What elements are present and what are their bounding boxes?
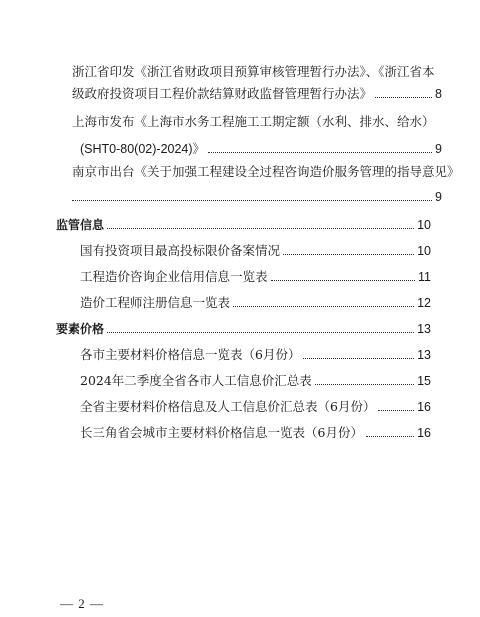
toc-entry-text: 工程造价咨询企业信用信息一览表 (80, 269, 268, 284)
dot-leader (303, 357, 414, 359)
toc-entry-zhejiang-line1[interactable]: 浙江省印发《浙江省财政项目预算审核管理暂行办法》、《浙江省本 (72, 64, 435, 79)
toc-entry-text: 造价工程师注册信息一览表 (80, 295, 231, 310)
dot-leader (375, 96, 432, 98)
toc-page-number: 13 (417, 348, 431, 362)
toc-section-prices[interactable] (56, 321, 431, 337)
toc-entry-text: 全省主要材料价格信息及人工信息价汇总表（6月份） (80, 399, 376, 414)
toc-page-number: 9 (435, 190, 442, 204)
toc-entry-text: 级政府投资项目工程价款结算财政监督管理暂行办法》 (72, 86, 373, 101)
toc-page-number: 9 (435, 142, 442, 156)
toc-entry-zhejiang-line2[interactable] (72, 86, 442, 102)
toc-section-supervision[interactable] (56, 217, 431, 233)
toc-entry-text: 2024年二季度全省各市人工信息价汇总表 (80, 373, 312, 388)
toc-item-yangtze-delta-prices[interactable] (80, 425, 431, 441)
section-title: 要素价格 (56, 322, 105, 336)
toc-page-number: 10 (417, 244, 431, 258)
dot-leader (271, 279, 416, 281)
toc-entry-text: 国有投资项目最高投标限价备案情况 (80, 243, 281, 258)
dot-leader (366, 435, 414, 437)
dot-leader (107, 331, 414, 333)
toc-page-number: 16 (417, 426, 431, 440)
toc-item-consulting-credit[interactable] (80, 269, 431, 285)
dot-leader (208, 151, 432, 153)
toc-page-number: 12 (417, 296, 431, 310)
toc-item-city-material-prices[interactable] (80, 347, 431, 363)
dot-leader (315, 383, 414, 385)
toc-page-number: 10 (417, 218, 431, 232)
toc-page-number: 15 (417, 374, 431, 388)
toc-page-number: 8 (435, 87, 442, 101)
toc-entry-text: (SHT0-80(02)-2024)》 (80, 142, 206, 156)
toc-entry-shanghai-line2[interactable] (80, 141, 442, 157)
toc-page-number: 16 (417, 400, 431, 414)
toc-item-bid-limit[interactable] (80, 243, 431, 259)
toc-entry-text: 各市主要材料价格信息一览表（6月份） (80, 347, 301, 362)
dot-leader (378, 409, 414, 411)
dot-leader (107, 227, 414, 229)
toc-entry-shanghai-line1[interactable]: 上海市发布《上海市水务工程施工工期定额（水利、排水、给水） (72, 114, 435, 129)
dot-leader (233, 305, 414, 307)
toc-entry-nanjing-line1[interactable]: 南京市出台《关于加强工程建设全过程咨询造价服务管理的指导意见》 (72, 164, 460, 179)
toc-entry-text: 长三角省会城市主要材料价格信息一览表（6月份） (80, 425, 363, 440)
toc-item-province-material-labor[interactable] (80, 399, 431, 415)
page-number-footer: — 2 — (60, 596, 104, 611)
toc-item-engineer-registration[interactable] (80, 295, 431, 311)
toc-item-labor-price-summary[interactable] (80, 373, 431, 389)
section-title: 监管信息 (56, 218, 105, 232)
toc-page-number: 11 (418, 270, 431, 284)
toc-entry-nanjing-line2[interactable] (72, 189, 442, 205)
toc-page-number: 13 (417, 322, 431, 336)
dot-leader (283, 253, 414, 255)
dot-leader (72, 199, 432, 201)
